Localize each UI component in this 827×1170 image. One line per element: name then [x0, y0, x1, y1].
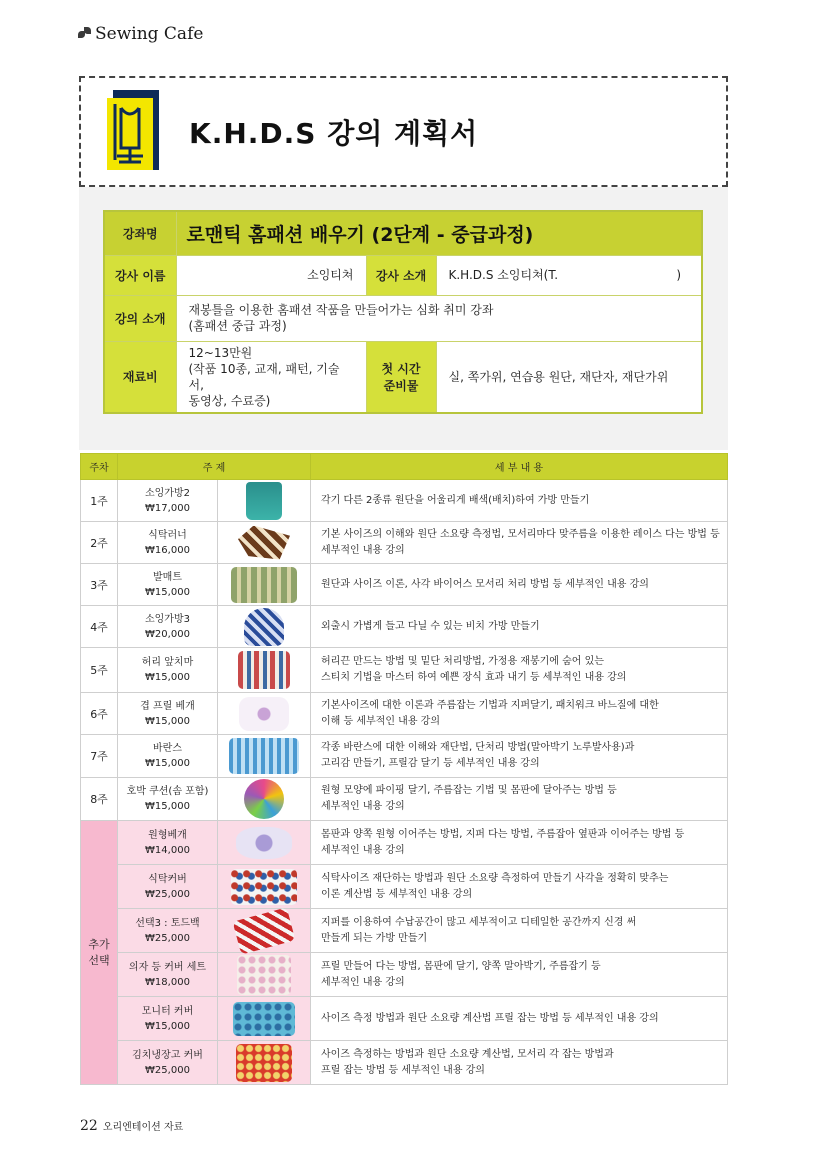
- topic-cell: 의자 등 커버 세트 ₩18,000: [118, 953, 218, 997]
- page-number: 22: [80, 1118, 98, 1134]
- thumbnail-cell: [218, 997, 311, 1041]
- thumbnail-cell: [218, 953, 311, 997]
- detail-cell: 외출시 가볍게 들고 다닐 수 있는 비치 가방 만들기: [311, 606, 728, 648]
- topic-cell: 김치냉장고 커버 ₩25,000: [118, 1041, 218, 1085]
- instructor-name: 소잉티쳐: [176, 255, 366, 295]
- extra-row: [81, 997, 728, 1041]
- course-intro: 재봉틀을 이용한 홈패션 작품을 만들어가는 심화 취미 강좌 (홈패션 중급 과정): [176, 295, 702, 341]
- detail-cell: 지퍼를 이용하여 수납공간이 많고 세부적이고 디테일한 공간까지 신경 써 만들게 되는 가방 만들기: [311, 909, 728, 953]
- topic-cell: 허리 앞치마 ₩15,000: [118, 648, 218, 693]
- frill-pillow-thumbnail: [239, 697, 289, 731]
- tote-bag-thumbnail: [246, 482, 282, 520]
- extra-row: [81, 1041, 728, 1085]
- thumbnail-cell: [218, 735, 311, 778]
- bath-mat-thumbnail: [231, 567, 297, 603]
- tote-bag-red-thumbnail: [233, 907, 296, 954]
- course-info-table: [103, 210, 703, 414]
- thumbnail-cell: [218, 778, 311, 821]
- topic-cell: 식탁러너 ₩16,000: [118, 522, 218, 564]
- instructor-intro: K.H.D.S 소잉티쳐(T. ): [436, 255, 702, 295]
- week-cell: 1주: [81, 480, 118, 522]
- schedule-row: [81, 522, 728, 564]
- instructor-intro-label: 강사 소개: [366, 255, 436, 295]
- week-cell: 6주: [81, 693, 118, 735]
- flower-icon: [78, 27, 92, 41]
- course-label: 강좌명: [104, 211, 176, 255]
- detail-cell: 사이즈 측정 방법과 원단 소요량 계산법 프릴 잡는 방법 등 세부적인 내용 강의: [311, 997, 728, 1041]
- valance-thumbnail: [229, 738, 299, 774]
- first-prep-value: 실, 쪽가위, 연습용 원단, 재단자, 재단가위: [436, 341, 702, 413]
- topic-cell: 호박 쿠션(솜 포함) ₩15,000: [118, 778, 218, 821]
- thumbnail-cell: [218, 522, 311, 564]
- extra-row: [81, 909, 728, 953]
- page-footer: [80, 1118, 183, 1134]
- week-cell: 3주: [81, 564, 118, 606]
- detail-cell: 각기 다른 2종류 원단을 어울리게 배색(배치)하여 가방 만들기: [311, 480, 728, 522]
- beach-bag-thumbnail: [244, 608, 284, 646]
- fee-value: 12~13만원 (작품 10종, 교재, 패턴, 기술서, 동영상, 수료증): [176, 341, 366, 413]
- detail-cell: 기본 사이즈의 이해와 원단 소요량 측정법, 모서리마다 맞주름을 이용한 레이스 다는 방법 등 세부적인 내용 강의: [311, 522, 728, 564]
- schedule-table: [80, 453, 728, 1085]
- thumbnail-cell: [218, 909, 311, 953]
- instructor-name-label: 강사 이름: [104, 255, 176, 295]
- course-intro-label: 강의 소개: [104, 295, 176, 341]
- topic-cell: 겹 프릴 베개 ₩15,000: [118, 693, 218, 735]
- apron-thumbnail: [238, 651, 290, 689]
- extra-row: [81, 865, 728, 909]
- thumbnail-cell: [218, 480, 311, 522]
- detail-cell: 식탁사이즈 재단하는 방법과 원단 소요량 측정하여 만들기 사각을 정확히 맞추는 이론 계산법 등 세부적인 내용 강의: [311, 865, 728, 909]
- table-runner-thumbnail: [238, 526, 290, 560]
- topic-cell: 선택3 : 토드백 ₩25,000: [118, 909, 218, 953]
- topic-cell: 소잉가방3 ₩20,000: [118, 606, 218, 648]
- schedule-row: [81, 606, 728, 648]
- thumbnail-cell: [218, 821, 311, 865]
- brand-logo: [78, 24, 203, 44]
- extra-row: [81, 821, 728, 865]
- footer-label: 오리엔테이션 자료: [102, 1122, 184, 1133]
- topic-cell: 모니터 커버 ₩15,000: [118, 997, 218, 1041]
- schedule-row: [81, 693, 728, 735]
- fee-label: 재료비: [104, 341, 176, 413]
- schedule-row: [81, 564, 728, 606]
- schedule-row: [81, 480, 728, 522]
- thumbnail-cell: [218, 865, 311, 909]
- topic-cell: 발매트 ₩15,000: [118, 564, 218, 606]
- topic-header: 주 제: [118, 454, 311, 480]
- detail-cell: 원단과 사이즈 이론, 사각 바이어스 모서리 처리 방법 등 세부적인 내용 강의: [311, 564, 728, 606]
- brand-name: Sewing Cafe: [95, 24, 204, 44]
- week-header: 주차: [81, 454, 118, 480]
- extra-row: [81, 953, 728, 997]
- topic-cell: 식탁커버 ₩25,000: [118, 865, 218, 909]
- monitor-cover-thumbnail: [233, 1002, 295, 1036]
- topic-cell: 바란스 ₩15,000: [118, 735, 218, 778]
- schedule-row: [81, 735, 728, 778]
- week-cell: 8주: [81, 778, 118, 821]
- week-cell: 2주: [81, 522, 118, 564]
- pumpkin-cushion-thumbnail: [244, 779, 284, 819]
- detail-header: 세 부 내 용: [311, 454, 728, 480]
- schedule-row: [81, 648, 728, 693]
- first-prep-label: 첫 시간 준비물: [366, 341, 436, 413]
- detail-cell: 몸판과 양쪽 원형 이어주는 방법, 지퍼 다는 방법, 주름잡아 옆판과 이어주는 방법 등 세부적인 내용 강의: [311, 821, 728, 865]
- topic-cell: 원형베개 ₩14,000: [118, 821, 218, 865]
- extra-option-cell: 추가 선택: [81, 821, 118, 1085]
- thumbnail-cell: [218, 606, 311, 648]
- topic-cell: 소잉가방2 ₩17,000: [118, 480, 218, 522]
- thumbnail-cell: [218, 1041, 311, 1085]
- title-box: [79, 76, 728, 187]
- thumbnail-cell: [218, 648, 311, 693]
- schedule-row: [81, 778, 728, 821]
- detail-cell: 사이즈 측정하는 방법과 원단 소요량 계산법, 모서리 각 잡는 방법과 프릴 잡는 방법 등 세부적인 내용 강의: [311, 1041, 728, 1085]
- kimchi-fridge-cover-thumbnail: [236, 1044, 292, 1082]
- week-cell: 7주: [81, 735, 118, 778]
- thumbnail-cell: [218, 564, 311, 606]
- course-title: 로맨틱 홈패션 배우기 (2단계 - 중급과정): [176, 211, 702, 255]
- detail-cell: 허리끈 만드는 방법 및 밑단 처리방법, 가정용 재봉기에 숨어 있는 스티치 기법을 마스터 하여 예쁜 장식 효과 내기 등 세부적인 내용 강의: [311, 648, 728, 693]
- detail-cell: 원형 모양에 파이핑 달기, 주름잡는 기법 및 몸판에 달아주는 방법 등 세부적인 내용 강의: [311, 778, 728, 821]
- week-cell: 4주: [81, 606, 118, 648]
- table-cover-thumbnail: [231, 869, 297, 905]
- detail-cell: 기본사이즈에 대한 이론과 주름잡는 기법과 지퍼달기, 패치워크 바느질에 대한 이해 등 세부적인 내용 강의: [311, 693, 728, 735]
- week-cell: 5주: [81, 648, 118, 693]
- dress-form-icon: [107, 90, 157, 170]
- detail-cell: 프릴 만들어 다는 방법, 몸판에 달기, 양쪽 말아박기, 주름잡기 등 세부적인 내용 강의: [311, 953, 728, 997]
- chair-cover-thumbnail: [237, 955, 291, 995]
- detail-cell: 각종 바란스에 대한 이해와 재단법, 단처리 방법(말아박기 노루발사용)과 고리감 만들기, 프릴감 달기 등 세부적인 내용 강의: [311, 735, 728, 778]
- page-title: K.H.D.S 강의 계획서: [189, 117, 479, 150]
- thumbnail-cell: [218, 693, 311, 735]
- round-pillow-thumbnail: [236, 827, 292, 859]
